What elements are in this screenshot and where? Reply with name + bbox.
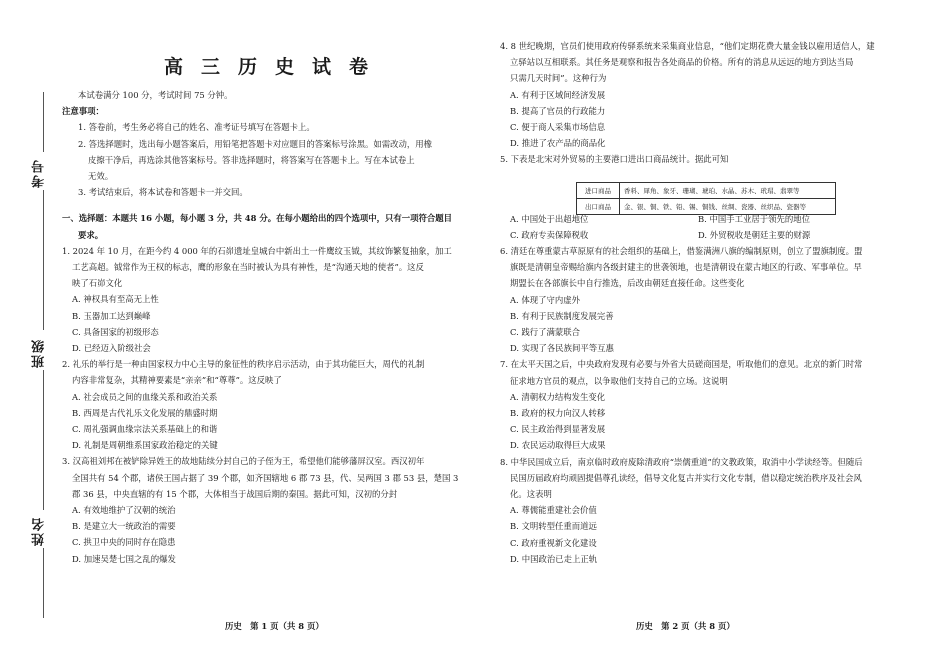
option-d: D. 已经迈入阶级社会 [72,343,151,354]
option-c: C. 政府重视新文化建设 [510,537,597,548]
question-stem: 民国历届政府均顽固提倡尊孔读经，倡导文化复古并实行文化专制，借以稳定统治秩序及社会风 [510,472,862,483]
question-stem: 6. 清廷在尊重蒙古草原原有的社会组织的基础上，借鉴满洲八旗的编制原则，创立了盟旗制度。盟 [500,246,863,257]
section-heading: 一、选择题：本题共 16 小题，每小题 3 分，共 48 分。在每小题给出的四个选项中，只有一项符合题目 [62,213,453,224]
option-d: D. 外贸税收是朝廷主要的财源 [698,229,811,240]
divider [43,92,44,152]
option-b: B. 是建立大一统政治的需要 [72,521,176,532]
option-c: C. 政府专卖保障税收 [510,229,589,240]
option-b: B. 中国手工业居于领先的地位 [698,213,810,224]
section-heading: 要求。 [78,229,104,240]
notice-item: 无效。 [88,171,114,182]
question-7 [500,356,920,453]
question-stem: 全国共有 54 个郡，诸侯王国占据了 39 个郡，如齐国辖地 6 郡 73 县，代、吴两国 3 郡 53 县，楚国 3 [72,472,459,483]
option-b: B. 玉器加工达到巅峰 [72,310,151,321]
divider [43,370,44,510]
option-d: D. 推进了农产品的商品化 [510,138,606,149]
binding-margin [0,0,62,655]
notice-heading: 注意事项： [62,106,104,117]
option-a: A. 社会成员之间的血缘关系和政治关系 [72,391,218,402]
table-cell: 金、银、铜、铁、铅、锡、铜钱、丝绸、瓷器、丝织品、瓷器等 [620,199,836,215]
name-label: 姓名 [32,516,47,546]
class-label: 班级 [32,338,47,368]
question-stem: 期盟长在各部旗长中自行推选，后改由朝廷直接任命。这些变化 [510,278,745,289]
question-6 [500,243,920,356]
option-d: D. 实现了各民族间平等互惠 [510,343,614,354]
option-a: A. 清朝权力结构发生变化 [510,391,606,402]
exam-no-label: 考号 [32,158,47,188]
option-d: D. 加速吴楚七国之乱的爆发 [72,553,176,564]
question-8 [500,454,920,567]
option-c: C. 便于商人采集市场信息 [510,122,606,133]
option-d: D. 中国政治已走上正轨 [510,553,598,564]
option-c: C. 周礼强调血缘宗法关系基础上的和谐 [72,424,218,435]
option-b: B. 有利于民族制度发展完善 [510,310,614,321]
question-stem: 2. 礼乐的举行是一种由国家权力中心主导的象征性的秩序启示活动，由于其功能巨大，周代的礼制 [62,359,425,370]
option-a: A. 体现了守内虚外 [510,294,580,305]
question-3 [62,453,472,566]
table-cell: 出口商品 [577,199,620,215]
table-cell: 香料、犀角、象牙、珊瑚、琥珀、水晶、苏木、玳瑁、翡翠等 [620,183,836,199]
option-d: D. 礼制是周朝维系国家政治稳定的关键 [72,440,218,451]
table-cell: 进口商品 [577,183,620,199]
left-page [62,87,472,567]
question-stem: 只需几天时间”。这种行为 [510,73,607,84]
option-a: A. 神权具有至高无上性 [72,294,159,305]
notice-item: 3. 考试结束后，将本试卷和答题卡一并交回。 [78,187,248,198]
question-stem: 8. 中华民国成立后，南京临时政府废除清政府“崇儒重道”的文教政策，取消中小学读经等。但随后 [500,456,863,467]
question-stem: 郡 36 县，中央直辖的有 15 个郡，大体相当于战国后期的秦国。据此可知，汉初的分封 [72,488,398,499]
right-page [500,38,920,567]
notice-item: 1. 答卷前，考生务必将自己的姓名、准考证号填写在答题卡上。 [78,122,315,133]
option-b: B. 文明转型任重而道远 [510,521,597,532]
question-1 [62,243,472,356]
question-2 [62,356,472,453]
question-stem: 映了石峁文化 [72,278,123,289]
question-stem: 内容非常复杂，其精神要素是“亲亲”和“尊尊”。这反映了 [72,375,282,386]
question-stem: 征求地方官员的观点，以争取他们支持自己的立场。这说明 [510,375,728,386]
notice-item: 2. 答选择题时，选出每小题答案后，用铅笔把答题卡对应题目的答案标号涂黑。如需改动，用橡 [78,138,433,149]
option-c: C. 践行了满蒙联合 [510,327,581,338]
divider [43,548,44,618]
trade-goods-table [576,182,836,215]
table-row [577,199,836,215]
option-b: B. 政府的权力向汉人转移 [510,408,606,419]
option-c: C. 民主政治得到显著发展 [510,424,606,435]
option-b: B. 西周是古代礼乐文化发展的鼎盛时期 [72,407,218,418]
question-stem: 立驿站以互相联系。其任务是观察和报告各处商品的价格。所有的消息从远远的地方到达当局 [510,57,854,68]
notice-item: 皮擦干净后，再选涂其他答案标号。答非选择题时，将答案写在答题卡上。写在本试卷上 [88,154,415,165]
table-row [577,183,836,199]
option-b: B. 提高了官员的行政能力 [510,105,606,116]
question-stem: 工艺高超。钺常作为王权的标志，鹰的形象在当时被认为具有神性，是“沟通天地的使者”。这反 [72,262,424,273]
page-footer: 历史 第 1 页（共 8 页） [225,621,324,631]
option-a: A. 中国处于出超地位 [510,213,589,224]
divider [43,190,44,330]
option-c: C. 拱卫中央的同时存在隐患 [72,537,176,548]
question-stem: 7. 在太平天国之后，中央政府发现有必要与外省大员磋商国是，听取他们的意见。北京的新门时常 [500,359,863,370]
question-stem: 4. 8 世纪晚期，官员们使用政府传驿系统来采集商业信息，“他们定期花费大量金钱以雇用适信人，建 [500,41,875,51]
question-stem: 1. 2024 年 10 月，在距今约 4 000 年的石峁遗址皇城台中新出土一件鹰纹玉钺，其纹饰繁复抽象，加工 [62,245,452,256]
question-stem: 化。这表明 [510,489,552,500]
exam-intro: 本试卷满分 100 分，考试时间 75 分钟。 [78,90,233,100]
option-a: A. 有效地维护了汉朝的统治 [72,505,176,516]
question-stem: 旗既是清朝皇帝赐给旗内各级封建主的世袭领地，也是清朝设在蒙古地区的行政、军事单位。早 [510,262,862,273]
question-stem: 5. 下表是北宋对外贸易的主要港口进出口商品统计。据此可知 [500,154,729,165]
question-4 [500,38,920,151]
option-c: C. 具备国家的初级形态 [72,326,159,337]
page-footer: 历史 第 2 页（共 8 页） [636,621,735,631]
question-stem: 3. 汉高祖刘邦在被铲除异姓王的故地陆续分封自己的子侄为王，希望他们能够藩屏汉室。西汉初年 [62,456,425,467]
option-a: A. 有利于区域间经济发展 [510,89,606,100]
page-title: 高三历史试卷 [163,56,386,78]
option-row [500,227,920,243]
option-d: D. 农民运动取得巨大成果 [510,440,606,451]
option-a: A. 尊儒能重建社会价值 [510,505,597,516]
